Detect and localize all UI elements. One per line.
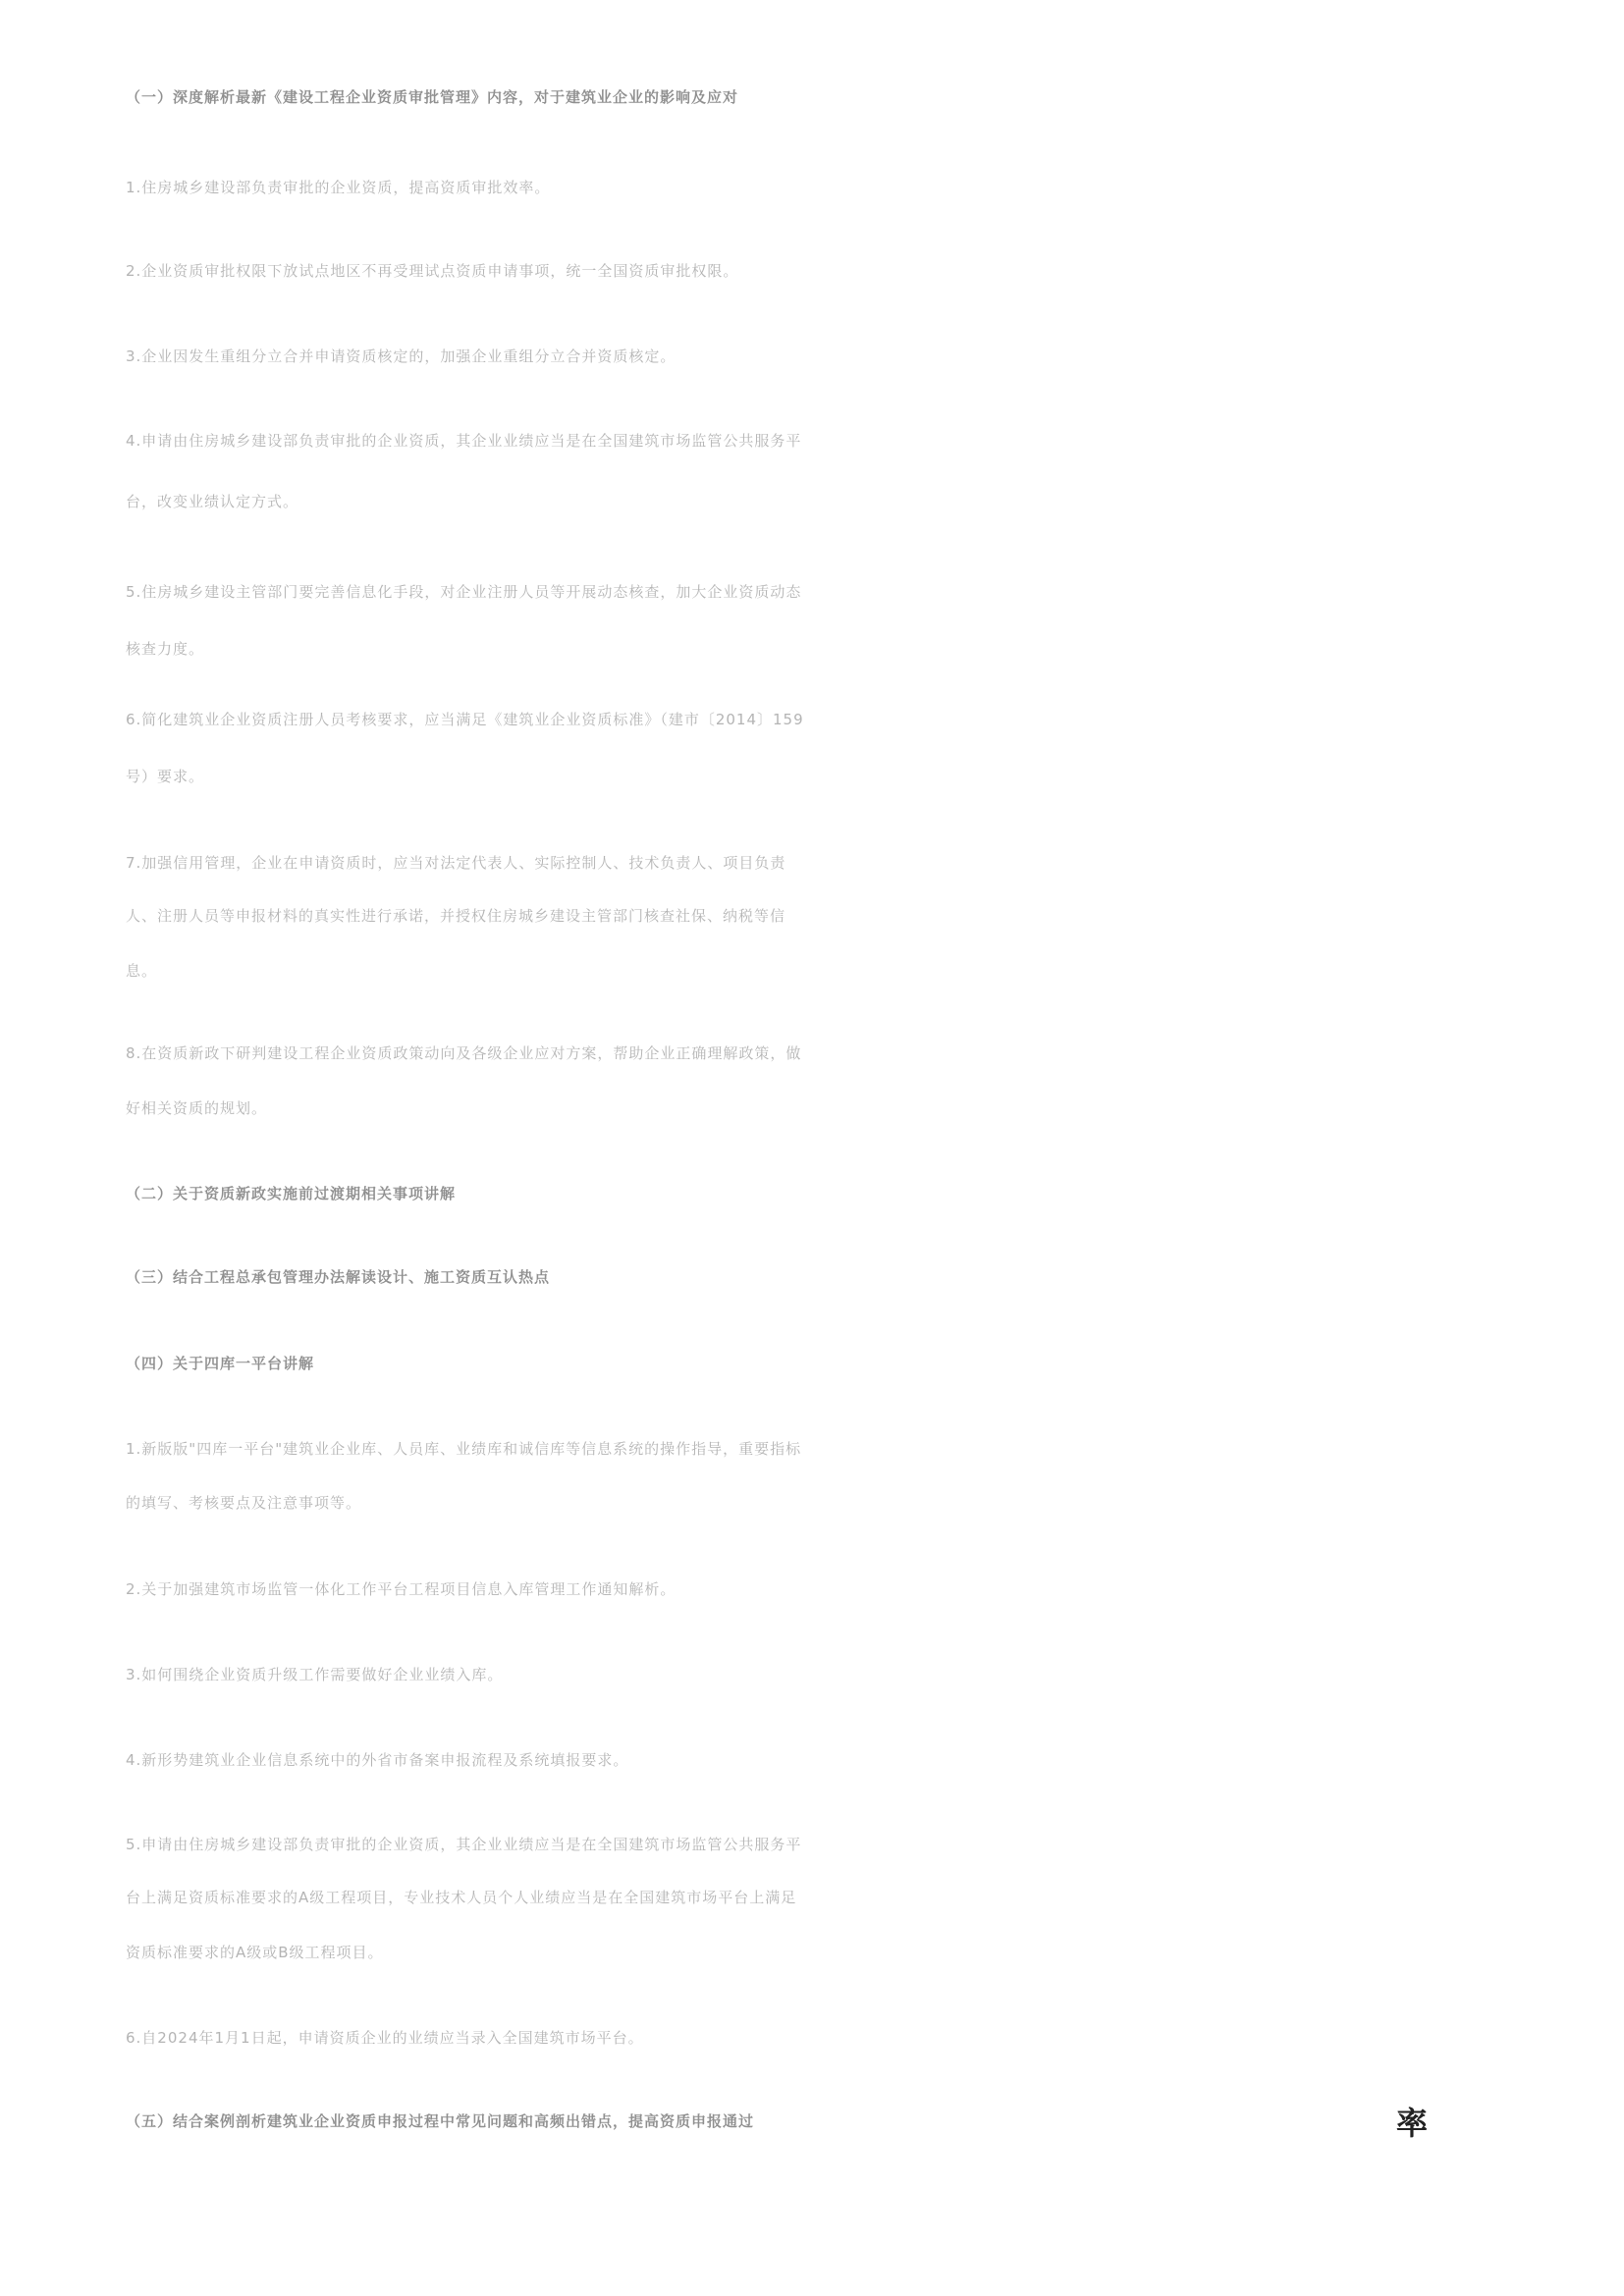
heading-5: （五）结合案例剖析建筑业企业资质申报过程中常见问题和高频出错点，提高资质申报通过 (126, 2112, 755, 2130)
paragraph-line: 7.加强信用管理，企业在申请资质时，应当对法定代表人、实际控制人、技术负责人、项目负责 (126, 854, 786, 872)
paragraph-line: 4.申请由住房城乡建设部负责审批的企业资质，其企业业绩应当是在全国建筑市场监管公共服务平 (126, 432, 802, 450)
trailing-character: 率 (1396, 2105, 1429, 2142)
heading-2: （二）关于资质新政实施前过渡期相关事项讲解 (126, 1185, 457, 1202)
heading-4: （四）关于四库一平台讲解 (126, 1355, 315, 1372)
paragraph-line: 资质标准要求的A级或B级工程项目。 (126, 1944, 384, 1961)
paragraph-line: 息。 (126, 962, 158, 980)
paragraph-line: 5.申请由住房城乡建设部负责审批的企业资质，其企业业绩应当是在全国建筑市场监管公共服务平 (126, 1836, 802, 1853)
paragraph-line: 号）要求。 (126, 768, 205, 785)
paragraph-line: 1.新版版"四库一平台"建筑业企业库、人员库、业绩库和诚信库等信息系统的操作指导，重要指标 (126, 1440, 802, 1458)
heading-3: （三）结合工程总承包管理办法解读设计、施工资质互认热点 (126, 1268, 551, 1286)
paragraph-line: 6.自2024年1月1日起，申请资质企业的业绩应当录入全国建筑市场平台。 (126, 2029, 644, 2047)
paragraph-line: 6.简化建筑业企业资质注册人员考核要求，应当满足《建筑业企业资质标准》（建市〔2014〕159 (126, 711, 804, 728)
paragraph-line: 人、注册人员等申报材料的真实性进行承诺，并授权住房城乡建设主管部门核查社保、纳税等信 (126, 907, 786, 925)
paragraph-line: 的填写、考核要点及注意事项等。 (126, 1494, 362, 1512)
paragraph-line: 8.在资质新政下研判建设工程企业资质政策动向及各级企业应对方案，帮助企业正确理解政策，做 (126, 1044, 802, 1062)
paragraph-line: 5.住房城乡建设主管部门要完善信息化手段，对企业注册人员等开展动态核查，加大企业资质动态 (126, 583, 802, 601)
paragraph-line: 3.如何围绕企业资质升级工作需要做好企业业绩入库。 (126, 1666, 504, 1683)
paragraph-line: 台，改变业绩认定方式。 (126, 493, 299, 510)
paragraph-line: 2.企业资质审批权限下放试点地区不再受理试点资质申请事项，统一全国资质审批权限。 (126, 262, 739, 280)
paragraph-line: 2.关于加强建筑市场监管一体化工作平台工程项目信息入库管理工作通知解析。 (126, 1580, 677, 1598)
paragraph-line: 3.企业因发生重组分立合并申请资质核定的，加强企业重组分立合并资质核定。 (126, 347, 677, 365)
paragraph-line: 4.新形势建筑业企业信息系统中的外省市备案申报流程及系统填报要求。 (126, 1751, 629, 1769)
paragraph-line: 1.住房城乡建设部负责审批的企业资质，提高资质审批效率。 (126, 179, 551, 196)
heading-1: （一）深度解析最新《建设工程企业资质审批管理》内容，对于建筑业企业的影响及应对 (126, 88, 739, 106)
paragraph-line: 好相关资质的规划。 (126, 1099, 268, 1117)
paragraph-line: 台上满足资质标准要求的A级工程项目，专业技术人员个人业绩应当是在全国建筑市场平台上满足 (126, 1889, 797, 1906)
paragraph-line: 核查力度。 (126, 640, 205, 658)
